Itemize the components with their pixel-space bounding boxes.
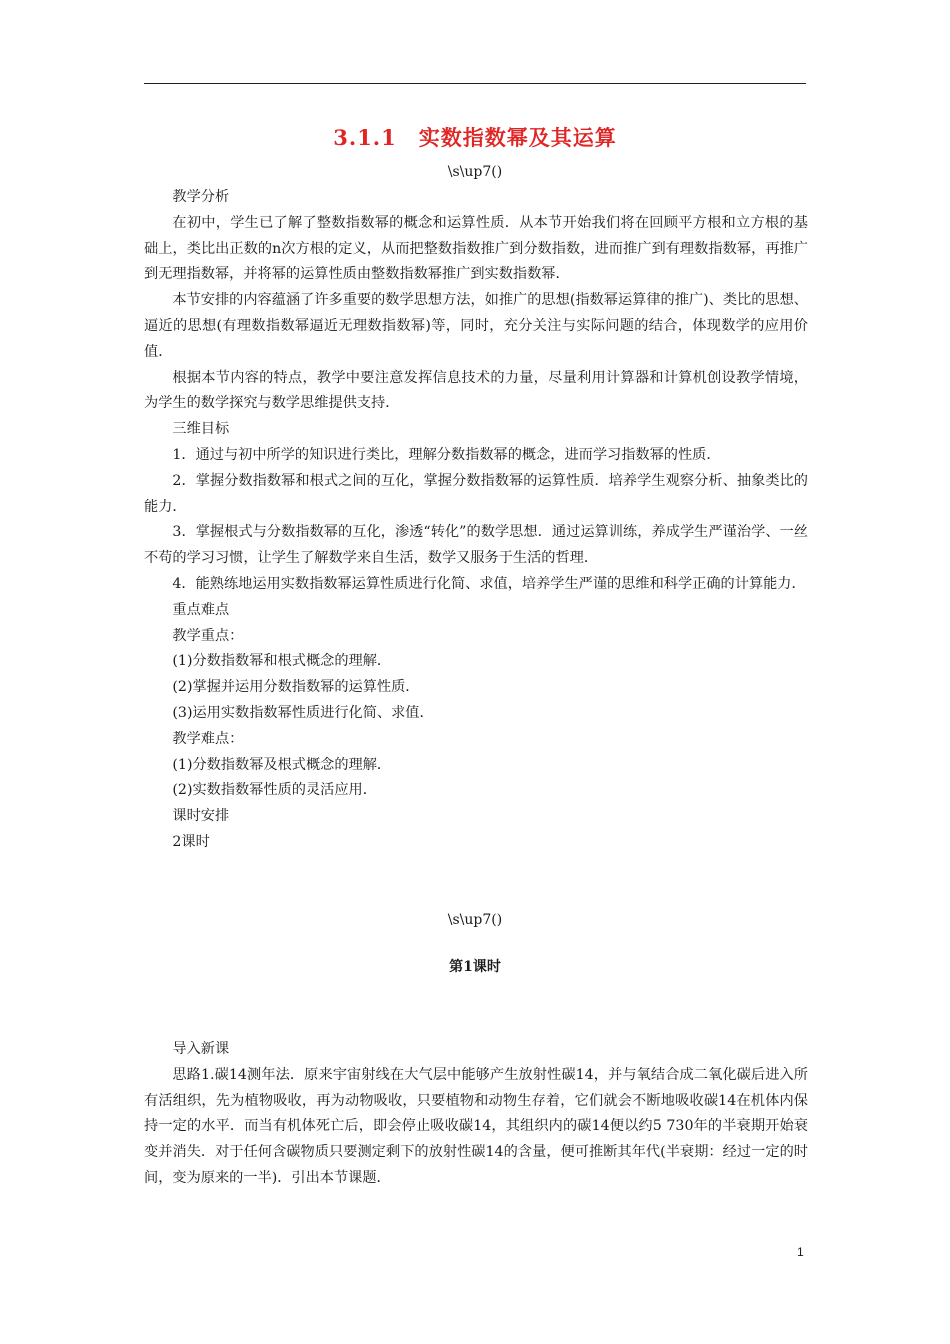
heading-key-points: 重点难点 xyxy=(172,601,230,618)
objective-item: 2．掌握分数指数幂和根式之间的互化，掌握分数指数幂的运算性质．培养学生观察分析、抽象类比的能力． xyxy=(144,472,808,515)
schedule-value: 2课时 xyxy=(172,833,210,850)
heading-introduction: 导入新课 xyxy=(172,1041,230,1057)
difficulty-item: (2)实数指数幂性质的灵活应用． xyxy=(172,782,377,799)
section-title: 3.1.1 实数指数幂及其运算 xyxy=(333,125,617,150)
section-introduction xyxy=(144,1037,808,1192)
paragraph: 在初中，学生已了解了整数指数幂的概念和运算性质．从本节开始我们将在回顾平方根和立方根的基础上，类比出正数的n次方根的定义，从而把整数指数推广到分数指数，进而推广到有理数指数幂，再推广到无理指数幂，并将幂的运算性质由整数指数幂推广到实数指数幂． xyxy=(144,214,808,283)
objective-item: 3．掌握根式与分数指数幂的互化，渗透“转化”的数学思想．通过运算训练，养成学生严谨治学、一丝不苟的学习习惯，让学生了解数学来自生活，数学又服务于生活的哲理． xyxy=(144,524,808,567)
section-teaching-plan xyxy=(144,185,808,856)
key-point-item: (2)掌握并运用分数指数幂的运算性质． xyxy=(172,679,420,696)
subheading-difficulties: 教学难点： xyxy=(172,730,244,747)
key-point-item: (1)分数指数幂和根式概念的理解． xyxy=(172,653,392,670)
paragraph: 本节安排的内容蕴涵了许多重要的数学思想方法，如推广的思想(指数幂运算律的推广)、类比的思想、逼近的思想(有理数指数幂逼近无理数指数幂)等，同时，充分关注与实际问题的结合，体现数学的应用价值． xyxy=(144,292,808,360)
paragraph: 思路1.碳14测年法．原来宇宙射线在大气层中能够产生放射性碳14，并与氧结合成二氧化碳后进入所有活组织，先为植物吸收，再为动物吸收，只要植物和动物生存着，它们就会不断地吸收碳14在机体内保持一定的水平．而当有机体死亡后，即会停止吸收碳14，其组织内的碳14便以约5 730年的半衰期开始衰变并消失．对于任何含碳物质只要测定剩下的放射性碳14的含量，便可推断其年代(半衰期：经过一定的时间，变为原来的一半)．引出本节课题． xyxy=(144,1066,808,1186)
header-rule xyxy=(144,83,806,84)
key-point-item: (3)运用实数指数幂性质进行化简、求值． xyxy=(172,704,434,721)
difficulty-item: (1)分数指数幂及根式概念的理解． xyxy=(172,756,392,773)
heading-schedule: 课时安排 xyxy=(172,808,230,825)
page-number: 1 xyxy=(797,1245,804,1259)
field-code-2: \s\up7() xyxy=(447,912,503,928)
heading-objectives: 三维目标 xyxy=(172,421,230,438)
subheading-key-points: 教学重点： xyxy=(172,627,244,644)
objective-item: 4．能熟练地运用实数指数幂运算性质进行化简、求值，培养学生严谨的思维和科学正确的计算能力． xyxy=(172,575,806,592)
objective-item: 1．通过与初中所学的知识进行类比，理解分数指数幂的概念，进而学习指数幂的性质． xyxy=(172,446,721,463)
paragraph: 根据本节内容的特点，教学中要注意发挥信息技术的力量，尽量利用计算器和计算机创设教学情境，为学生的数学探究与数学思维提供支持． xyxy=(144,369,808,412)
lesson-title: 第1课时 xyxy=(449,959,501,975)
field-code-1: \s\up7() xyxy=(447,164,503,180)
heading-teaching-analysis: 教学分析 xyxy=(172,189,230,205)
